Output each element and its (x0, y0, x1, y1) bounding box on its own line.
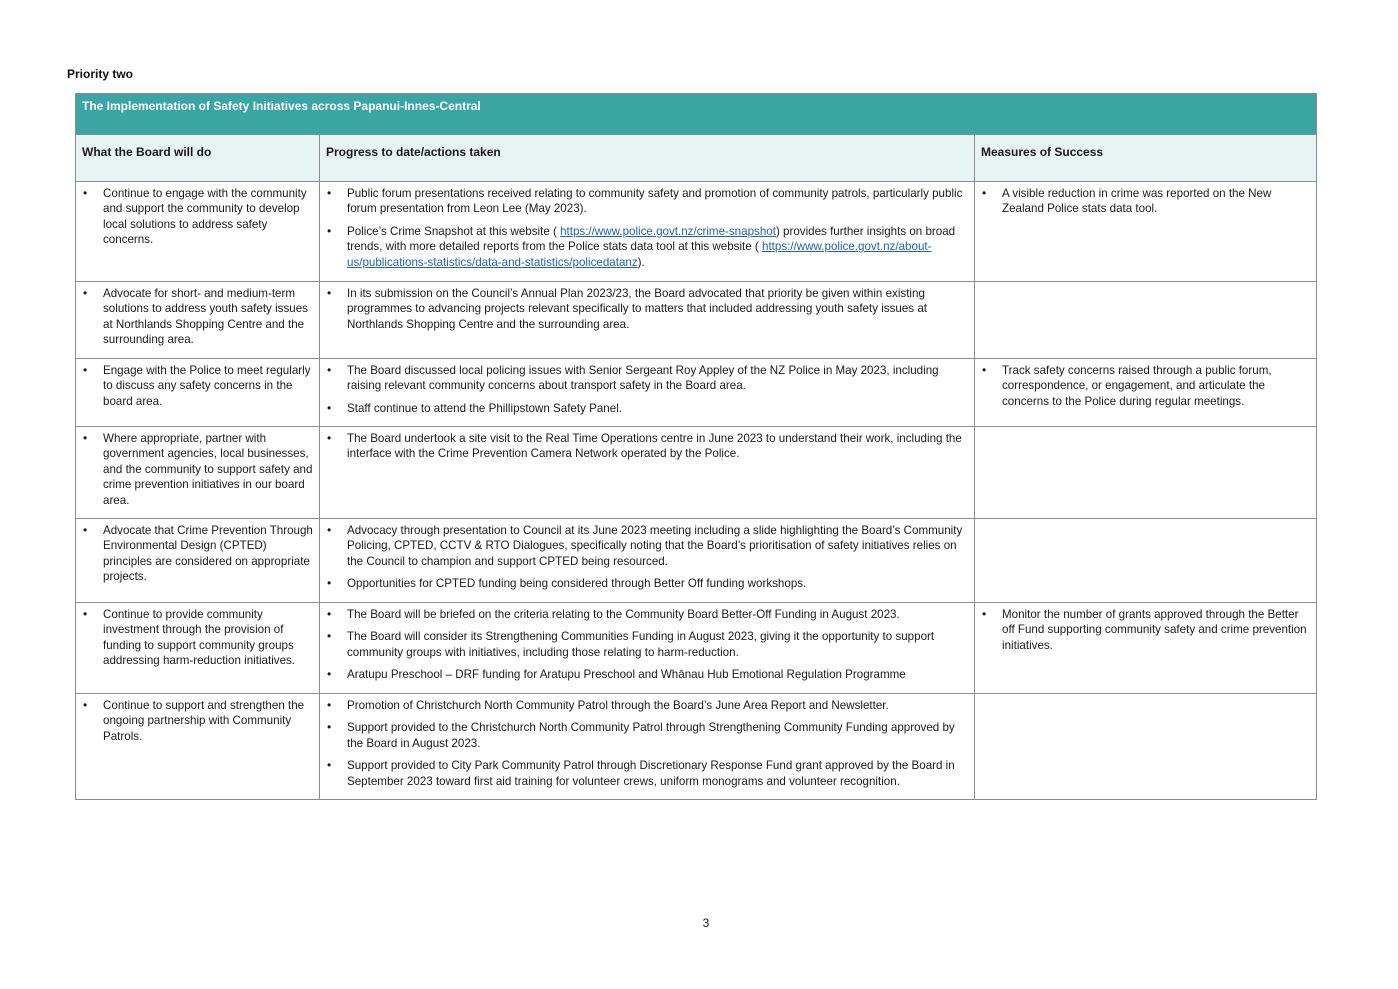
table-row (76, 694, 1317, 800)
list-item: • Support provided to City Park Community Patrol through Discretionary Response Fund grant approved by the Board in September 2023 toward first aid training for volunteer crews, uniform monograms and volunteer recognition. (326, 758, 968, 789)
list-item: • Promotion of Christchurch North Community Patrol through the Board’s June Area Report and Newsletter. (326, 698, 968, 713)
list-item: • In its submission on the Council’s Annual Plan 2023/23, the Board advocated that priority be given within existing programmes to advancing projects relevant specifically to matters that included addressing youth safety issues at Northlands Shopping Centre and the surrounding area. (326, 286, 968, 332)
measures-cell (975, 519, 1317, 603)
progress-cell (320, 359, 975, 427)
list-item: • Opportunities for CPTED funding being considered through Better Off funding workshops. (326, 576, 968, 591)
table-row (76, 603, 1317, 694)
list-item: • The Board will be briefed on the criteria relating to the Community Board Better-Off Funding in August 2023. (326, 607, 968, 622)
list-item: • Continue to engage with the community and support the community to develop local solutions to address safety concerns. (82, 186, 313, 248)
list-item: • Continue to support and strengthen the ongoing partnership with Community Patrols. (82, 698, 313, 744)
progress-cell (320, 694, 975, 800)
list-item: • Aratupu Preschool – DRF funding for Aratupu Preschool and Whānau Hub Emotional Regulation Programme (326, 667, 968, 682)
list-item: • Engage with the Police to meet regularly to discuss any safety concerns in the board area. (82, 363, 313, 409)
link-item-text-before: Police’s Crime Snapshot at this website ( (347, 224, 561, 238)
list-item: • The Board will consider its Strengthening Communities Funding in August 2023, giving it the opportunity to support community groups with initiatives, including those relating to harm-reduction. (326, 629, 968, 660)
table-row (76, 359, 1317, 427)
list-item: • Track safety concerns raised through a public forum, correspondence, or engagement, and articulate the concerns to the Police during regular meetings. (981, 363, 1310, 409)
progress-cell (320, 519, 975, 603)
list-item (326, 224, 968, 270)
list-item: • The Board discussed local policing issues with Senior Sergeant Roy Appley of the NZ Police in May 2023, including raising relevant community concerns about transport safety in the Board area. (326, 363, 968, 394)
what-cell (76, 694, 320, 800)
column-header-what: What the Board will do (76, 135, 320, 182)
what-cell (76, 359, 320, 427)
list-item: • Advocate for short- and medium-term solutions to address youth safety issues at Northlands Shopping Centre and the surrounding area. (82, 286, 313, 348)
list-item: • Monitor the number of grants approved through the Better off Fund supporting community safety and crime prevention initiatives. (981, 607, 1310, 653)
table-banner-row (76, 94, 1317, 135)
list-item: • Advocate that Crime Prevention Through Environmental Design (CPTED) principles are considered on appropriate projects. (82, 523, 313, 585)
table-row (76, 519, 1317, 603)
what-cell (76, 282, 320, 359)
link-item-text-middle: ) provides further insights on broad trends, with more detailed reports from the Police stats data tool at this website ( (347, 224, 956, 254)
progress-cell (320, 603, 975, 694)
link-item-text-after: ). (637, 255, 645, 269)
column-header-measures: Measures of Success (975, 135, 1317, 182)
safety-initiatives-table (75, 93, 1317, 800)
police-data-link[interactable]: https://www.police.govt.nz/about-us/publications-statistics/data-and-statistics/policedatanz (347, 240, 932, 269)
what-cell (76, 519, 320, 603)
list-item: • Support provided to the Christchurch North Community Patrol through Strengthening Community Funding approved by the Board in August 2023. (326, 720, 968, 751)
section-heading: Priority two (67, 67, 134, 81)
what-cell (76, 182, 320, 282)
progress-cell (320, 182, 975, 282)
page-number: 3 (702, 916, 710, 930)
table-banner: The Implementation of Safety Initiatives across Papanui-Innes-Central (76, 94, 1317, 135)
table-header-row (76, 135, 1317, 182)
list-item: • Where appropriate, partner with government agencies, local businesses, and the community to support safety and crime prevention initiatives in our board area. (82, 431, 313, 508)
measures-cell (975, 182, 1317, 282)
progress-cell (320, 427, 975, 519)
list-item: • A visible reduction in crime was reported on the New Zealand Police stats data tool. (981, 186, 1310, 217)
column-header-progress: Progress to date/actions taken (320, 135, 975, 182)
list-item: • Public forum presentations received relating to community safety and promotion of community patrols, particularly public forum presentation from Leon Lee (May 2023). (326, 186, 968, 217)
measures-cell (975, 694, 1317, 800)
list-item: • Staff continue to attend the Phillipstown Safety Panel. (326, 401, 968, 416)
measures-cell (975, 359, 1317, 427)
table-row (76, 182, 1317, 282)
measures-cell (975, 282, 1317, 359)
measures-cell (975, 603, 1317, 694)
crime-snapshot-link[interactable]: https://www.police.govt.nz/crime-snapshot (560, 224, 776, 238)
measures-cell (975, 427, 1317, 519)
table-row (76, 427, 1317, 519)
list-item: • Advocacy through presentation to Council at its June 2023 meeting including a slide highlighting the Board’s Community Policing, CPTED, CCTV & RTO Dialogues, specifically noting that the Board’s prioritisation of safety initiatives relies on the Council to champion and support CPTED being resourced. (326, 523, 968, 569)
progress-cell (320, 282, 975, 359)
what-cell (76, 603, 320, 694)
list-item: • Continue to provide community investment through the provision of funding to support community groups addressing harm-reduction initiatives. (82, 607, 313, 669)
list-item: • The Board undertook a site visit to the Real Time Operations centre in June 2023 to understand their work, including the interface with the Crime Prevention Camera Network operated by the Police. (326, 431, 968, 462)
what-cell (76, 427, 320, 519)
table-row (76, 282, 1317, 359)
